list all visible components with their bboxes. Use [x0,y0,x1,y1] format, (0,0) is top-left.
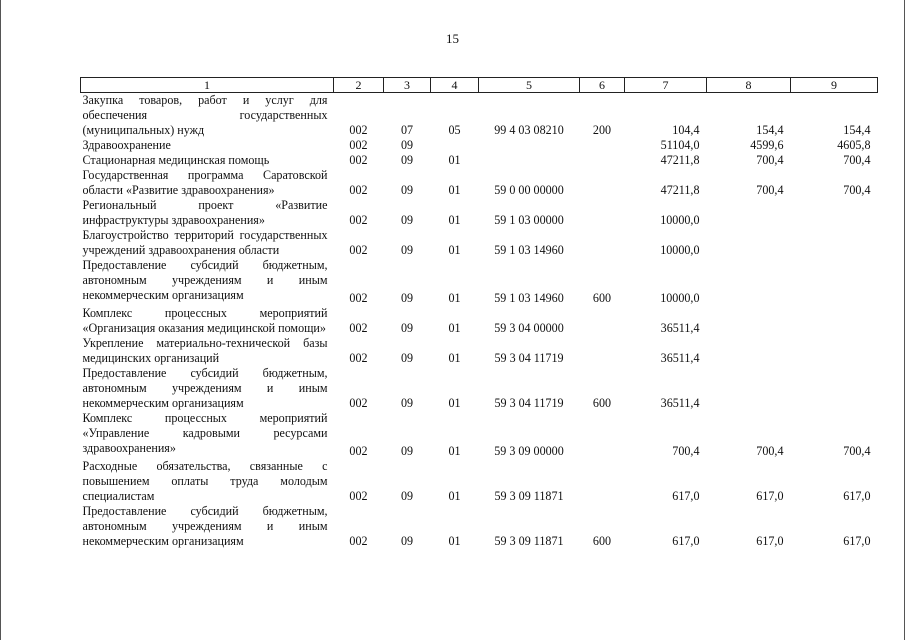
amount-col9 [791,228,878,258]
header-cell: 7 [625,78,707,93]
section-code: 09 [400,321,414,335]
subsection-code: 01 [448,321,461,335]
row-name: Стационарная медицинская помощь [82,153,270,167]
subsection-code: 01 [448,243,461,257]
subsection-code: 01 [448,153,461,167]
amount-col8 [707,306,791,336]
amount-col8 [707,198,791,228]
expense-type-code: 600 [592,534,612,548]
amount-col8 [707,366,791,411]
section-code: 09 [400,291,414,305]
amount-col7: 36511,4 [660,321,700,335]
target-article-code: 59 0 00 00000 [494,183,564,197]
amount-col8 [707,336,791,366]
amount-col9: 700,4 [843,183,871,197]
section-code: 09 [400,396,414,410]
table-row [81,168,878,198]
section-code: 09 [400,183,414,197]
table-row [81,138,878,153]
amount-col9 [791,306,878,336]
amount-col8: 617,0 [756,489,784,503]
section-code: 09 [400,138,414,152]
row-name: Региональный проект «Развитие инфраструктуры здравоохранения» [82,198,328,227]
header-cell: 4 [431,78,479,93]
subsection-code: 01 [448,444,461,458]
section-code: 09 [400,444,414,458]
subsection-code: 01 [448,351,461,365]
amount-col7: 47211,8 [660,183,700,197]
amount-col8: 700,4 [756,153,784,167]
target-article-code: 59 3 04 00000 [494,321,564,335]
row-name: Государственная программа Саратовской области «Развитие здравоохранения» [82,168,328,197]
amount-col9: 617,0 [843,534,871,548]
target-article-code [479,153,580,168]
amount-col8: 617,0 [756,534,784,548]
section-code: 09 [400,243,414,257]
amount-col9: 4605,8 [837,138,871,152]
table-row [81,504,878,549]
amount-col8: 4599,6 [750,138,784,152]
ministry-code: 002 [349,213,368,227]
amount-col7: 617,0 [672,534,700,548]
table-row [81,459,878,504]
ministry-code: 002 [349,489,368,503]
row-name: Здравоохранение [82,138,171,152]
header-cell: 5 [479,78,580,93]
section-code: 07 [400,123,414,137]
row-name: Комплекс процессных мероприятий «Управление кадровыми ресурсами здравоохранения» [82,411,328,455]
amount-col7: 47211,8 [660,153,700,167]
table-row [81,228,878,258]
header-cell: 8 [707,78,791,93]
table-row [81,198,878,228]
ministry-code: 002 [349,444,368,458]
section-code: 09 [400,489,414,503]
subsection-code: 05 [448,123,461,137]
ministry-code: 002 [349,396,368,410]
amount-col7: 617,0 [672,489,700,503]
table-row [81,336,878,366]
header-cell: 6 [580,78,625,93]
section-code: 09 [400,213,414,227]
target-article-code: 59 1 03 00000 [494,213,564,227]
target-article-code: 99 4 03 08210 [494,123,564,137]
row-name: Предоставление субсидий бюджетным, автономным учреждениям и иным некоммерческим организациям [82,258,328,302]
budget-table [80,77,878,549]
expense-type-code: 600 [592,291,612,305]
ministry-code: 002 [349,153,368,167]
section-code: 09 [400,534,414,548]
subsection-code: 01 [448,489,461,503]
expense-type-code [580,306,625,336]
ministry-code: 002 [349,534,368,548]
subsection-code: 01 [448,183,461,197]
amount-col8 [707,228,791,258]
amount-col9 [791,336,878,366]
amount-col9: 617,0 [843,489,871,503]
subsection-code: 01 [448,534,461,548]
amount-col7: 700,4 [672,444,700,458]
ministry-code: 002 [349,321,368,335]
ministry-code: 002 [349,138,368,152]
target-article-code: 59 3 04 11719 [494,396,564,410]
ministry-code: 002 [349,351,368,365]
expense-type-code [580,168,625,198]
table-body [81,93,878,550]
ministry-code: 002 [349,243,368,257]
scan-edge-left [0,0,1,640]
expense-type-code [580,138,625,153]
subsection-code: 01 [448,213,461,227]
row-name: Укрепление материально-технической базы медицинских организаций [82,336,328,365]
amount-col7: 10000,0 [660,243,700,257]
expense-type-code [580,411,625,459]
ministry-code: 002 [349,183,368,197]
table-row [81,258,878,306]
row-name: Предоставление субсидий бюджетным, автономным учреждениям и иным некоммерческим организациям [82,366,328,410]
amount-col8: 700,4 [756,183,784,197]
amount-col8 [707,258,791,306]
section-code: 09 [400,153,414,167]
amount-col9: 154,4 [843,123,871,137]
amount-col7: 36511,4 [660,396,700,410]
target-article-code: 59 1 03 14960 [494,291,564,305]
ministry-code: 002 [349,291,368,305]
subsection-code: 01 [448,396,461,410]
section-code: 09 [400,351,414,365]
expense-type-code [580,153,625,168]
expense-type-code [580,459,625,504]
row-name: Расходные обязательства, связанные с повышением оплаты труда молодым специалистам [82,459,328,503]
expense-type-code: 200 [592,123,612,137]
target-article-code: 59 3 09 00000 [494,444,564,458]
row-name: Закупка товаров, работ и услуг для обеспечения государственных (муниципальных) нужд [82,93,328,137]
header-cell: 1 [81,78,334,93]
amount-col8: 154,4 [756,123,784,137]
expense-type-code [580,198,625,228]
amount-col7: 10000,0 [660,291,700,305]
amount-col9 [791,366,878,411]
target-article-code: 59 3 04 11719 [494,351,564,365]
row-name: Благоустройство территорий государственных учреждений здравоохранения области [82,228,328,257]
amount-col9 [791,198,878,228]
header-cell: 9 [791,78,878,93]
table-row [81,411,878,459]
amount-col7: 51104,0 [660,138,700,152]
amount-col8: 700,4 [756,444,784,458]
row-name: Предоставление субсидий бюджетным, автономным учреждениям и иным некоммерческим организациям [82,504,328,548]
table-row [81,93,878,139]
header-cell: 2 [334,78,384,93]
header-cell: 3 [384,78,431,93]
table-header [81,78,878,93]
expense-type-code [580,336,625,366]
amount-col9 [791,258,878,306]
target-article-code: 59 3 09 11871 [494,534,564,548]
table-row [81,366,878,411]
row-name: Комплекс процессных мероприятий «Организация оказания медицинской помощи» [82,306,328,335]
target-article-code: 59 3 09 11871 [494,489,564,503]
amount-col7: 104,4 [672,123,700,137]
target-article-code: 59 1 03 14960 [494,243,564,257]
amount-col7: 36511,4 [660,351,700,365]
table-row [81,153,878,168]
subsection-code [431,138,479,153]
subsection-code: 01 [448,291,461,305]
target-article-code [479,138,580,153]
table-row [81,306,878,336]
expense-type-code: 600 [592,396,612,410]
amount-col9: 700,4 [843,153,871,167]
amount-col9: 700,4 [843,444,871,458]
header-row [81,78,878,93]
page-number: 15 [446,31,459,46]
ministry-code: 002 [349,123,368,137]
expense-type-code [580,228,625,258]
amount-col7: 10000,0 [660,213,700,227]
